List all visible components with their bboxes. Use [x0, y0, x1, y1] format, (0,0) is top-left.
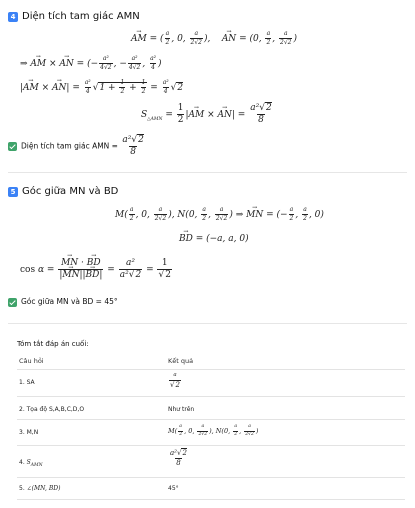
table-row-rule [17, 419, 405, 420]
formula-cross-product: ⇒ → AM × → AN = (− $\frac{\text{a²}}{4√2}$ , − $\frac{\text{a²}}{4√2}$ , $\frac{\text{a²}}{4}$ ) [20, 56, 162, 71]
column-header-question: Câu hỏi [19, 357, 44, 365]
table-row-question: 1. SA [19, 379, 35, 386]
formula-cross-magnitude: |→ AM × → AN| = $\frac{\text{a²}}{4}$ √1 + $\frac{1}{2}$ + $\frac{1}{2}$ = $\frac{\text{a²}}{4}$ √2 [20, 80, 183, 95]
formula-area: $S_{\triangle AMN}$ = $\frac{1}{2}$ |→ AM × → AN| = $\frac{\text{a²√2}}{8}$ [141, 104, 274, 125]
table-row-rule [17, 499, 405, 500]
table-row-question: 2. Tọa độ S,A,B,C,D,O [19, 406, 85, 413]
column-header-result: Kết quả [168, 357, 194, 365]
section-title: Góc giữa MN và BD [22, 186, 119, 197]
check-icon [8, 298, 17, 307]
formula-bd-vector: → BD = (−a, a, 0) [179, 234, 249, 244]
section-5-result [8, 297, 118, 307]
table-row-question: 5. ∠(MN, BD) [19, 485, 61, 492]
table-row-rule [17, 445, 405, 446]
table-row-result: M( $\frac{a}{2}$ , 0, $\frac{a}{2√2}$ ), N(0, $\frac{a}{2}$ , $\frac{a}{2√2}$ ) [168, 424, 259, 437]
divider [8, 172, 407, 173]
section-4-result: Diện tích tam giác AMN = $\frac{\text{a²√2}}{8}$ [8, 136, 146, 157]
check-icon [8, 142, 17, 151]
table-row-question: 3. M,N [19, 429, 39, 436]
table-row-result: Như trên [168, 406, 195, 413]
divider [8, 323, 407, 324]
table-row-rule [17, 477, 405, 478]
section-title: Diện tích tam giác AMN [22, 11, 140, 22]
summary-title: Tóm tắt đáp án cuối: [17, 340, 89, 348]
section-number-badge: 4 [8, 12, 18, 22]
section-number-badge: 5 [8, 187, 18, 197]
section-4-heading [8, 11, 140, 22]
table-row-rule [17, 396, 405, 397]
table-row-question: 4. $S_{AMN}$ [19, 459, 43, 469]
table-row-result: $\frac{a}{√2}$ [170, 372, 180, 389]
result-label: Diện tích tam giác AMN = [21, 141, 118, 151]
formula-vectors-am-an: → AM = ( $\frac{a}{2}$ , 0, $\frac{a}{2√2}$ ), → AN = (0, $\frac{a}{2}$ , $\frac{a}{2√2}$ ) [131, 31, 297, 46]
table-row-result: 45° [168, 485, 179, 492]
table-row-result: $\frac{\text{a²√2}}{8}$ [170, 449, 187, 467]
table-header-rule [17, 369, 405, 370]
formula-cos-angle: cos α = → $\frac{MN \cdot \to BD}{|\to MN||\to BD|}$ = $\frac{\text{a²}}{\text{a²√2}}$ = $\frac{1}{√2}$ [20, 259, 173, 280]
result-text: Góc giữa MN và BD = 45° [21, 297, 118, 306]
formula-mn-vector: M( $\frac{a}{2}$ , 0, $\frac{a}{2√2}$ ), N(0, $\frac{a}{2}$ , $\frac{a}{2√2}$ ) ⇒ → MN = (− $\frac{a}{2}$ , $\frac{a}{2}$ , 0) [115, 207, 324, 222]
section-5-heading [8, 186, 118, 197]
